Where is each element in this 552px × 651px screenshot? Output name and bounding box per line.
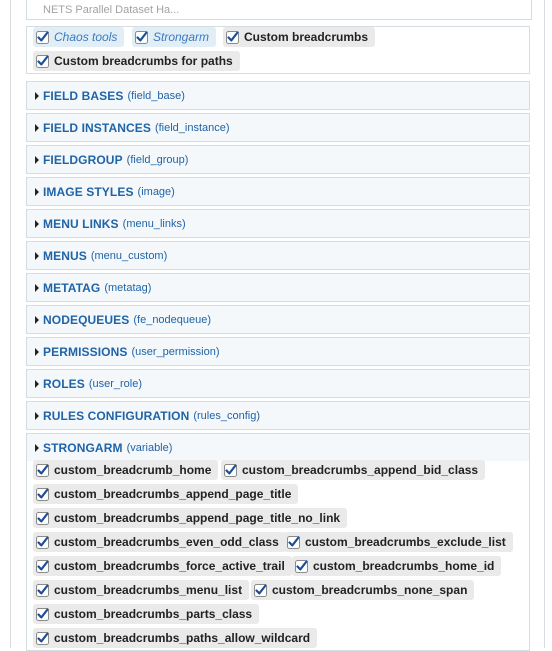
- strongarm-item-label: custom_breadcrumbs_home_id: [313, 559, 495, 573]
- section-nodequeues[interactable]: [26, 305, 530, 334]
- collapsed-arrow-icon: [35, 348, 39, 356]
- checkbox-checked-icon[interactable]: [36, 512, 49, 525]
- checkbox-checked-icon[interactable]: [36, 536, 49, 549]
- top-clipped-panel: [26, 0, 532, 20]
- strongarm-item[interactable]: [284, 532, 513, 552]
- section-title[interactable]: NODEQUEUES: [43, 312, 130, 327]
- section-title[interactable]: ROLES: [43, 376, 85, 391]
- collapsed-arrow-icon: [35, 412, 39, 420]
- checkbox-checked-icon[interactable]: [254, 584, 267, 597]
- collapsed-arrow-icon: [35, 252, 39, 260]
- section-title[interactable]: FIELD BASES: [43, 88, 124, 103]
- strongarm-item[interactable]: [33, 532, 286, 552]
- strongarm-item[interactable]: [33, 508, 347, 528]
- section-field-instances[interactable]: [26, 113, 530, 142]
- section-machine-name: (user_permission): [131, 345, 220, 358]
- strongarm-item[interactable]: [33, 628, 317, 648]
- section-title[interactable]: IMAGE STYLES: [43, 184, 134, 199]
- checkbox-checked-icon[interactable]: [36, 31, 49, 44]
- collapsed-arrow-icon: [35, 380, 39, 388]
- checkbox-checked-icon[interactable]: [224, 464, 237, 477]
- strongarm-item[interactable]: [33, 580, 249, 600]
- collapsed-arrow-icon: [35, 284, 39, 292]
- section-machine-name: (menu_custom): [90, 249, 168, 262]
- strongarm-item-label: custom_breadcrumbs_none_span: [272, 583, 468, 597]
- section-roles[interactable]: [26, 369, 530, 398]
- section-title[interactable]: METATAG: [43, 280, 101, 295]
- clipped-label: NETS Parallel Dataset Ha...: [43, 4, 180, 16]
- section-machine-name: (user_role): [88, 377, 143, 390]
- component-label: Custom breadcrumbs for paths: [54, 54, 233, 68]
- checkbox-checked-icon[interactable]: [36, 632, 49, 645]
- strongarm-item[interactable]: [33, 556, 292, 576]
- section-machine-name: (field_base): [127, 89, 185, 102]
- strongarm-item-label: custom_breadcrumb_home: [54, 463, 212, 477]
- checkbox-checked-icon[interactable]: [287, 536, 300, 549]
- checkbox-checked-icon[interactable]: [135, 31, 148, 44]
- checkbox-checked-icon[interactable]: [36, 464, 49, 477]
- dependency-strongarm[interactable]: [132, 27, 216, 47]
- section-machine-name: (fe_nodequeue): [133, 313, 212, 326]
- collapsed-arrow-icon: [35, 124, 39, 132]
- section-machine-name: (metatag): [104, 281, 152, 294]
- section-title[interactable]: FIELDGROUP: [43, 152, 123, 167]
- dependency-chaos-tools[interactable]: [33, 27, 124, 47]
- strongarm-item[interactable]: [221, 460, 485, 480]
- strongarm-item-label: custom_breadcrumbs_parts_class: [54, 607, 253, 621]
- dependency-label: Chaos tools: [54, 30, 118, 44]
- section-title[interactable]: FIELD INSTANCES: [43, 120, 151, 135]
- collapsed-arrow-icon: [35, 220, 39, 228]
- section-title[interactable]: MENU LINKS: [43, 216, 119, 231]
- section-image-styles[interactable]: [26, 177, 530, 206]
- checkbox-checked-icon[interactable]: [36, 560, 49, 573]
- component-custom-breadcrumbs[interactable]: [223, 27, 375, 47]
- component-label: Custom breadcrumbs: [244, 30, 369, 44]
- strongarm-item-label: custom_breadcrumbs_append_page_title_no_link: [54, 511, 341, 525]
- section-fieldgroup[interactable]: [26, 145, 530, 174]
- strongarm-item[interactable]: [33, 604, 259, 624]
- section-machine-name: (rules_config): [193, 409, 260, 422]
- strongarm-item-label: custom_breadcrumbs_even_odd_class: [54, 535, 279, 549]
- dependency-label: Strongarm: [153, 30, 210, 44]
- component-custom-breadcrumbs-paths[interactable]: [33, 51, 240, 71]
- collapsed-arrow-icon: [35, 316, 39, 324]
- strongarm-item-label: custom_breadcrumbs_menu_list: [54, 583, 243, 597]
- section-title[interactable]: STRONGARM: [43, 440, 123, 455]
- section-menus[interactable]: [26, 241, 530, 270]
- checkbox-checked-icon[interactable]: [226, 31, 239, 44]
- section-title[interactable]: RULES CONFIGURATION: [43, 408, 190, 423]
- collapsed-arrow-icon: [35, 188, 39, 196]
- strongarm-item-label: custom_breadcrumbs_force_active_trail: [54, 559, 285, 573]
- checkbox-checked-icon[interactable]: [36, 488, 49, 501]
- collapsed-arrow-icon: [35, 444, 39, 452]
- collapsed-arrow-icon: [35, 156, 39, 164]
- section-permissions[interactable]: [26, 337, 530, 366]
- section-title[interactable]: PERMISSIONS: [43, 344, 128, 359]
- strongarm-item-label: custom_breadcrumbs_paths_allow_wildcard: [54, 631, 311, 645]
- section-strongarm[interactable]: [26, 433, 530, 462]
- strongarm-item[interactable]: [33, 484, 298, 504]
- section-machine-name: (variable): [126, 441, 173, 454]
- strongarm-item-label: custom_breadcrumbs_exclude_list: [305, 535, 506, 549]
- strongarm-item[interactable]: [33, 460, 218, 480]
- checkbox-checked-icon[interactable]: [295, 560, 308, 573]
- section-machine-name: (image): [137, 185, 175, 198]
- section-machine-name: (menu_links): [122, 217, 186, 230]
- strongarm-item-label: custom_breadcrumbs_append_page_title: [54, 487, 292, 501]
- checkbox-checked-icon[interactable]: [36, 55, 49, 68]
- section-machine-name: (field_instance): [154, 121, 230, 134]
- section-menu-links[interactable]: [26, 209, 530, 238]
- strongarm-item[interactable]: [292, 556, 501, 576]
- strongarm-item-label: custom_breadcrumbs_append_bid_class: [242, 463, 479, 477]
- section-machine-name: (field_group): [126, 153, 189, 166]
- section-title[interactable]: MENUS: [43, 248, 87, 263]
- checkbox-checked-icon[interactable]: [36, 584, 49, 597]
- section-rules-configuration[interactable]: [26, 401, 530, 430]
- collapsed-arrow-icon: [35, 92, 39, 100]
- checkbox-checked-icon[interactable]: [36, 608, 49, 621]
- section-metatag[interactable]: [26, 273, 530, 302]
- section-field-bases[interactable]: [26, 81, 530, 110]
- strongarm-item[interactable]: [251, 580, 474, 600]
